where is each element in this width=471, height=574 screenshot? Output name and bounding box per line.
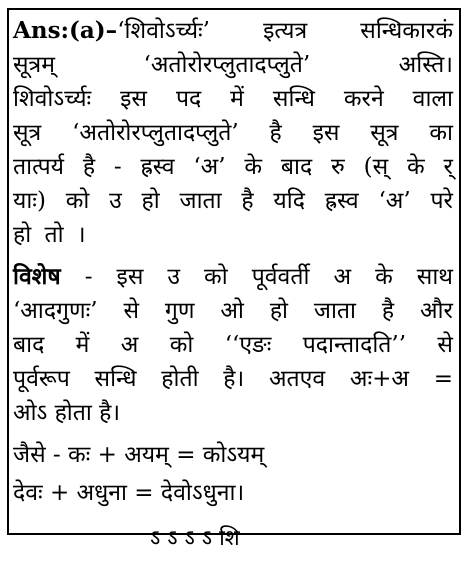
word: सूत्रम् <box>13 52 55 78</box>
word: हो <box>13 222 32 248</box>
example-1: जैसे - कः + अयम् = कोऽयम् <box>13 442 265 468</box>
word: वाला <box>412 86 453 112</box>
word: ह्रस्व <box>324 188 359 214</box>
word: परे <box>430 188 453 214</box>
word: में <box>75 332 90 358</box>
line-4 <box>13 116 453 150</box>
word: ओ <box>220 298 244 324</box>
line-2 <box>13 48 453 82</box>
word: उ <box>109 188 122 214</box>
word: और <box>419 298 453 324</box>
word: ‘अतोरोरप्लुतादप्लुते’ <box>72 120 239 146</box>
line-1-start <box>13 14 210 48</box>
word: पदान्तादति’’ <box>302 332 407 358</box>
line-7 <box>13 218 453 252</box>
word: को <box>169 332 194 358</box>
word: बाद <box>13 332 45 358</box>
word: से <box>123 298 140 324</box>
word: अ <box>333 264 352 290</box>
word: बाद <box>280 154 313 180</box>
vishesh-label: विशेष <box>13 263 61 290</box>
word: होती <box>161 366 199 392</box>
line-13 <box>13 438 453 472</box>
word: ह्रस्व <box>140 154 175 180</box>
word: सूत्र <box>370 120 399 146</box>
word: गुण <box>164 298 195 324</box>
word: अस्ति। <box>398 52 453 78</box>
line-5 <box>13 150 453 184</box>
line-9 <box>13 294 453 328</box>
word: = <box>433 366 453 392</box>
word: रु <box>331 154 345 180</box>
word: ‘अ’ <box>193 154 226 180</box>
answer-label: Ans:(a)– <box>13 17 118 44</box>
word: है <box>82 154 96 180</box>
word: इस <box>116 264 144 290</box>
word: ‘शिवोऽर्च्यः’ <box>117 18 210 44</box>
word: यदि <box>273 188 305 214</box>
word: है <box>241 188 254 214</box>
word: ‘अतोरोरप्लुतादप्लुते’ <box>143 52 311 78</box>
word: - <box>84 264 93 290</box>
word: अ <box>120 332 139 358</box>
example-2: देवः + अधुना = देवोऽधुना। <box>13 480 245 506</box>
word: इत्यत्र <box>263 18 308 44</box>
word: को <box>204 264 228 290</box>
line-3 <box>13 82 453 116</box>
word: अतएव <box>268 366 326 392</box>
word: उ <box>167 264 181 290</box>
word: सन्धि <box>272 86 315 112</box>
word: को <box>65 188 90 214</box>
word: सन्धिकारकं <box>360 18 453 44</box>
word: हो <box>269 298 288 324</box>
word: (स् <box>363 154 389 180</box>
word: सूत्र <box>13 120 42 146</box>
word: पद <box>175 86 202 112</box>
word: तो <box>44 222 64 248</box>
word: करने <box>343 86 384 112</box>
word: सन्धि <box>94 366 137 392</box>
word: है। <box>223 366 245 392</box>
word: का <box>429 120 453 146</box>
word: ‘आदगुणः’ <box>13 298 98 324</box>
word: पूर्वरूप <box>13 366 70 392</box>
word: याः) <box>13 188 46 214</box>
line-8 <box>13 260 453 294</box>
word: - <box>113 154 122 180</box>
word: हो <box>141 188 160 214</box>
line-12 <box>13 396 453 430</box>
word: जाता <box>179 188 222 214</box>
word: ‘‘एङः <box>224 332 272 358</box>
word: के <box>375 264 393 290</box>
line-6 <box>13 184 453 218</box>
word: ओऽ होता है। <box>13 400 121 426</box>
word: से <box>437 332 453 358</box>
word: है <box>269 120 282 146</box>
word: जाता <box>313 298 356 324</box>
word: शिवोऽर्च्यः <box>13 86 92 112</box>
word: के <box>244 154 263 180</box>
word: ‘अ’ <box>378 188 411 214</box>
word: के <box>407 154 425 180</box>
word: इस <box>312 120 340 146</box>
word: र् <box>443 154 453 180</box>
word: पूर्ववर्ती <box>251 264 310 290</box>
line-1 <box>13 14 453 48</box>
word: है <box>381 298 395 324</box>
line-10 <box>13 328 453 362</box>
answer-box <box>7 8 461 535</box>
cropped-next-text <box>150 526 450 554</box>
word: तात्पर्य <box>13 154 64 180</box>
line-14 <box>13 476 453 510</box>
word: साथ <box>416 264 453 290</box>
cropped-text: ऽ ऽ ऽ ऽ शि <box>150 526 240 551</box>
word: । <box>76 222 86 248</box>
word: इस <box>120 86 147 112</box>
word: में <box>230 86 244 112</box>
word: अः+अ <box>349 366 409 392</box>
line-11 <box>13 362 453 396</box>
